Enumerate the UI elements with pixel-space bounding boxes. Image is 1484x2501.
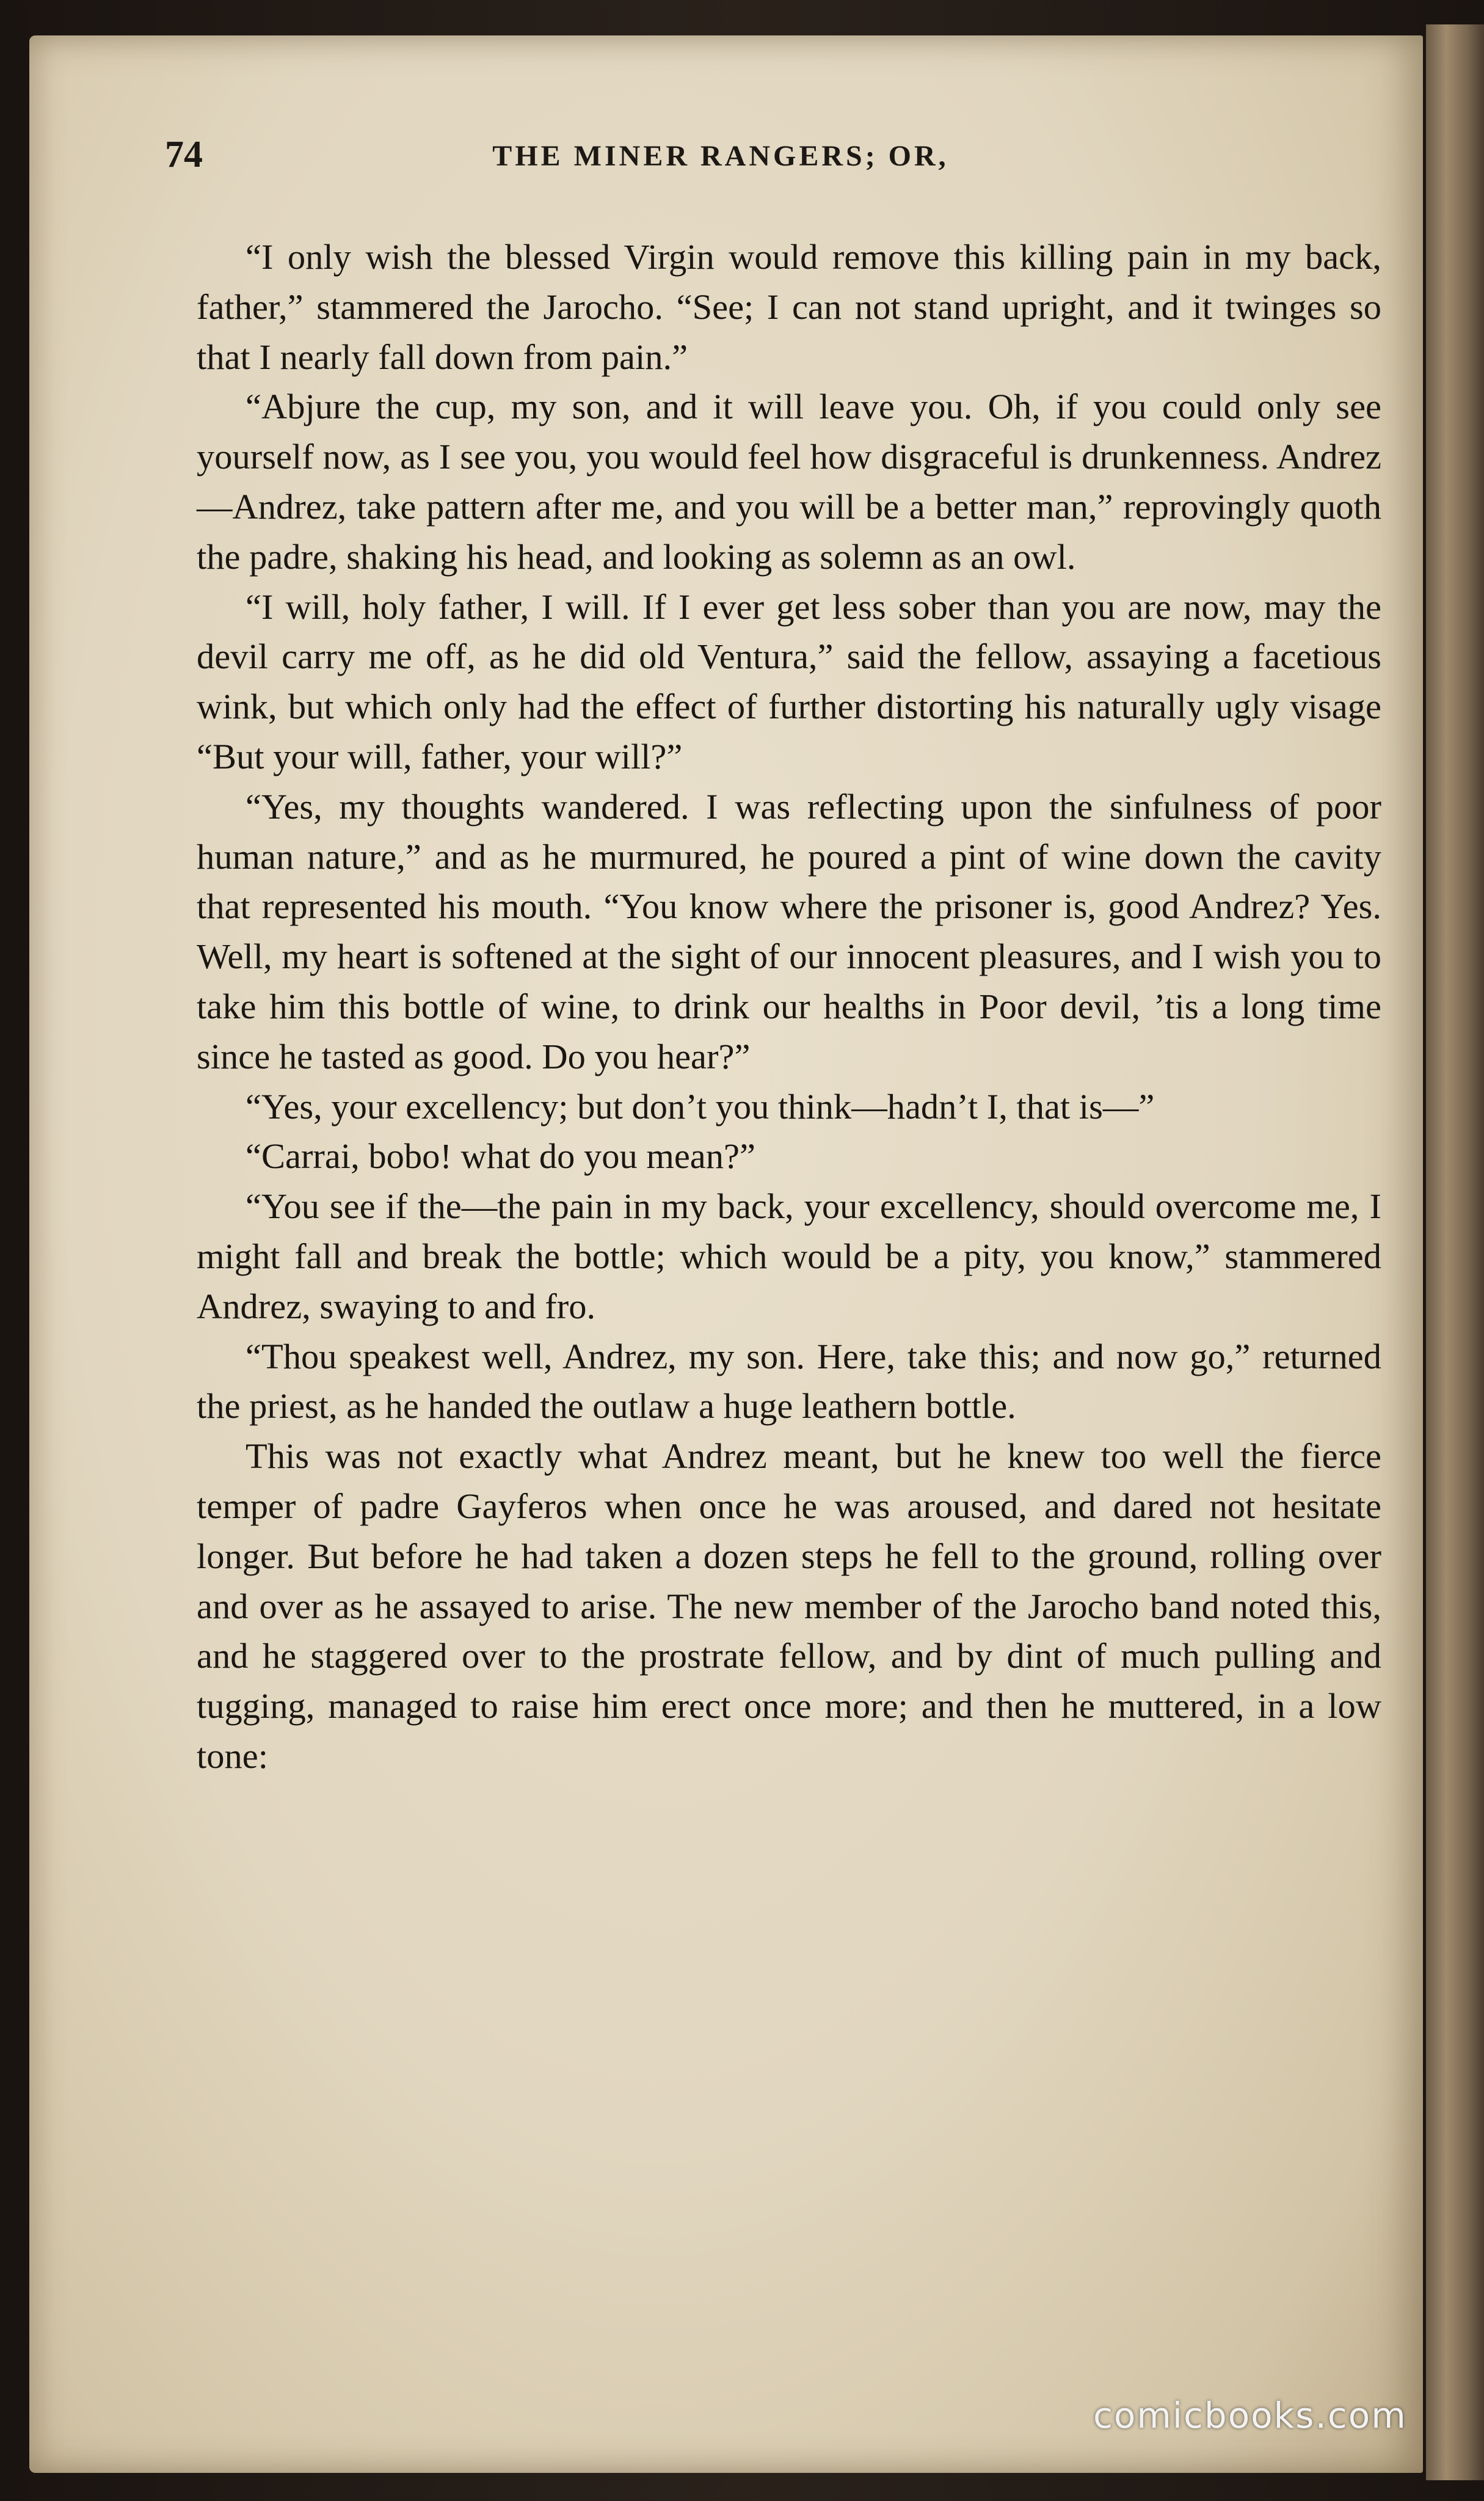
running-head [165,133,1386,188]
paragraph: “I only wish the blessed Virgin would remove this killing pain in my back, father,” stammered the Jarocho. “See; I can not stand upright, and it twinges so that I nearly fall down from pain.” [197,237,1381,377]
paragraph: “Thou speakest well, Andrez, my son. Here, take this; and now go,” returned the priest, as he handed the outlaw a huge leathern bottle. [197,1336,1381,1426]
page-number: 74 [165,134,203,175]
running-title: THE MINER RANGERS; OR, [492,140,949,172]
body-text [197,232,1381,1781]
paragraph: “I will, holy father, I will. If I ever get less sober than you are now, may the devil carry me off, as he did old Ventura,” said the fellow, assaying a facetious wink, but which only had the effect of further distorting his naturally ugly visage “But your will, father, your will?” [197,586,1381,776]
paragraph: This was not exactly what Andrez meant, but he knew too well the fierce temper of padre Gayferos when once he was aroused, and dared not hesitate longer. But before he had taken a dozen steps he fell to the ground, rolling over and over as he assayed to arise. The new member of the Jarocho band noted this, and he staggered over to the prostrate fellow, and by dint of much pulling and tugging, managed to raise him erect once more; and then he muttered, in a low tone: [197,1436,1381,1776]
paragraph: “Carrai, bobo! what do you mean?” [246,1136,755,1177]
paragraph: “Abjure the cup, my son, and it will leave you. Oh, if you could only see yourself now, as I see you, you would feel how disgraceful is drunkenness. Andrez—Andrez, take pattern after me, and you will be a better man,” reprovingly quoth the padre, shaking his head, and looking as solemn as an owl. [197,387,1381,577]
page-edge [1426,24,1484,2480]
watermark: comicbooks.com [1093,2395,1407,2436]
paragraph: “Yes, your excellency; but don’t you think—hadn’t I, that is—” [246,1086,1155,1126]
paragraph: “Yes, my thoughts wandered. I was reflecting upon the sinfulness of poor human nature,” and as he murmured, he poured a pint of wine down the cavity that represented his mouth. “You know where the prisoner is, good Andrez? Yes. Well, my heart is softened at the sight of our innocent pleasures, and I wish you to take him this bottle of wine, to drink our healths in Poor devil, ’tis a long time since he tasted as good. Do you hear?” [197,786,1381,1076]
paragraph: “You see if the—the pain in my back, your excellency, should overcome me, I might fall and break the bottle; which would be a pity, you know,” stammered Andrez, swaying to and fro. [197,1186,1381,1326]
